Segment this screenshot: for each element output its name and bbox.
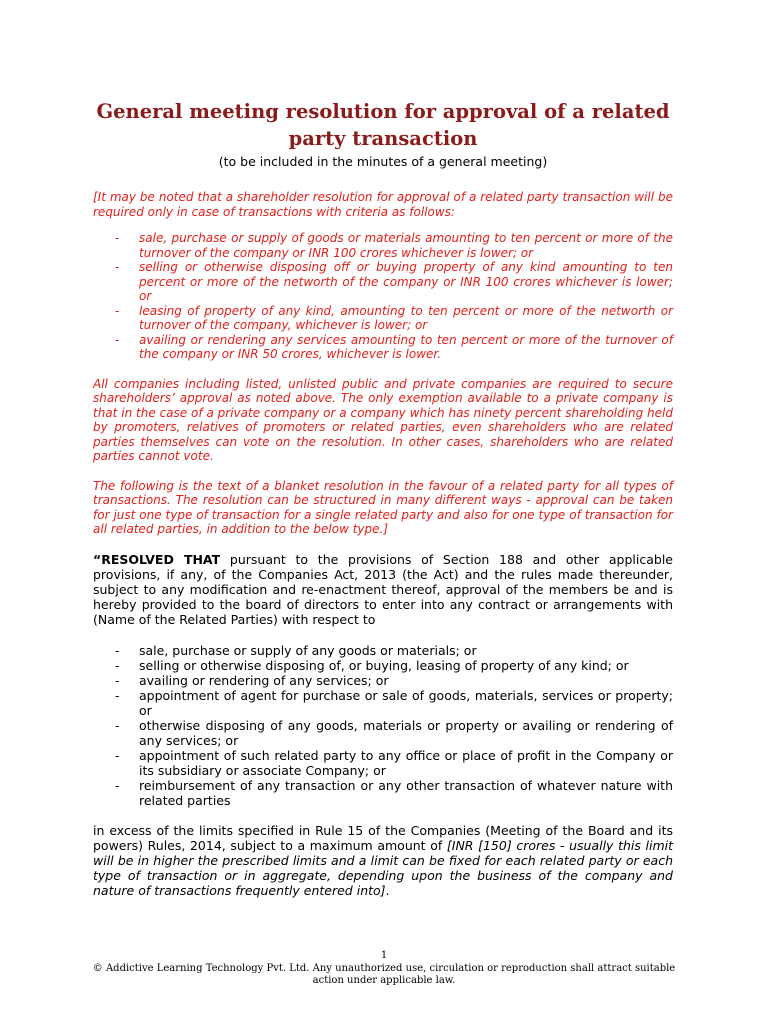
- criteria-list: [93, 231, 673, 362]
- list-item: - leasing of property of any kind, amounting to ten percent or more of the networth or turnover of the company, whichever is lower; or: [115, 303, 673, 332]
- list-item: - availing or rendering any services amounting to ten percent or more of the turnover of the company or INR 50 crores, whichever is lower.: [115, 332, 673, 361]
- list-item: - availing or rendering of any services; or: [115, 672, 389, 688]
- list-item: - appointment of agent for purchase or sale of goods, materials, services or property; or: [115, 687, 673, 718]
- list-item: - sale, purchase or supply of goods or materials amounting to ten percent or more of the turnover of the company or INR 100 crores whichever is lower; or: [115, 231, 673, 260]
- resolution-body: [93, 552, 673, 898]
- note-intro: [It may be noted that a shareholder resolution for approval of a related party transaction will be required only in case of transactions with criteria as follows:: [93, 190, 673, 219]
- document-page: [93, 98, 673, 898]
- list-item: - reimbursement of any transaction or any other transaction of whatever nature with related parties: [115, 777, 673, 808]
- closing-paragraph: in excess of the limits specified in Rule 15 of the Companies (Meeting of the Board and its powers) Rules, 2014, subject to a maximum amount of [INR [150] crores - usually this limit will be in higher the prescribed limits and a limit can be fixed for each related party or each type of transaction or in aggregate, depending upon the business of the company and nature of transactions frequently entered into].: [93, 822, 673, 898]
- list-item: - selling or otherwise disposing of, or buying, leasing of property of any kind; or: [115, 657, 629, 673]
- list-item: - sale, purchase or supply of any goods or materials; or: [115, 642, 477, 658]
- editor-note: [93, 190, 673, 537]
- list-item: - otherwise disposing of any goods, materials or property or availing or rendering of any services; or: [115, 717, 673, 748]
- resolved-that-label: “RESOLVED THAT: [93, 551, 221, 567]
- note-paragraph-blanket: The following is the text of a blanket resolution in the favour of a related party for all types of transactions. The resolution can be structured in many different ways - approval can be taken for just one type of transaction for a single related party and also for one type of transaction for all related parties, in addition to the below type.]: [93, 478, 673, 536]
- page-footer: [90, 950, 678, 988]
- page-number: 1: [380, 950, 388, 961]
- page-subtitle: (to be included in the minutes of a general meeting): [218, 154, 548, 169]
- transaction-types-list: [93, 643, 673, 808]
- page-title: General meeting resolution for approval of a related party transaction: [96, 100, 670, 150]
- note-paragraph-exemption: All companies including listed, unlisted public and private companies are required to secure shareholders’ approval as noted above. The only exemption available to a private company is that in the case of a private company or a company which has ninety percent shareholding held by promoters, relatives of promoters or related parties, even shareholders who are related parties themselves can vote on the resolution. In other cases, shareholders who are related parties cannot vote.: [93, 376, 673, 463]
- list-item: - selling or otherwise disposing off or buying property of any kind amounting to ten percent or more of the networth of the company or INR 100 crores whichever is lower; or: [115, 260, 673, 303]
- copyright-notice: © Addictive Learning Technology Pvt. Ltd. Any unauthorized use, circulation or reproduction shall attract suitable action under applicable law.: [92, 962, 676, 986]
- resolution-paragraph: “RESOLVED THAT pursuant to the provisions of Section 188 and other applicable provisions, if any, of the Companies Act, 2013 (the Act) and the rules made thereunder, subject to any modification and re-enactment thereof, approval of the members be and is hereby provided to the board of directors to enter into any contract or arrangements with (Name of the Related Parties) with respect to: [93, 551, 673, 627]
- list-item: - appointment of such related party to any office or place of profit in the Company or its subsidiary or associate Company; or: [115, 747, 673, 778]
